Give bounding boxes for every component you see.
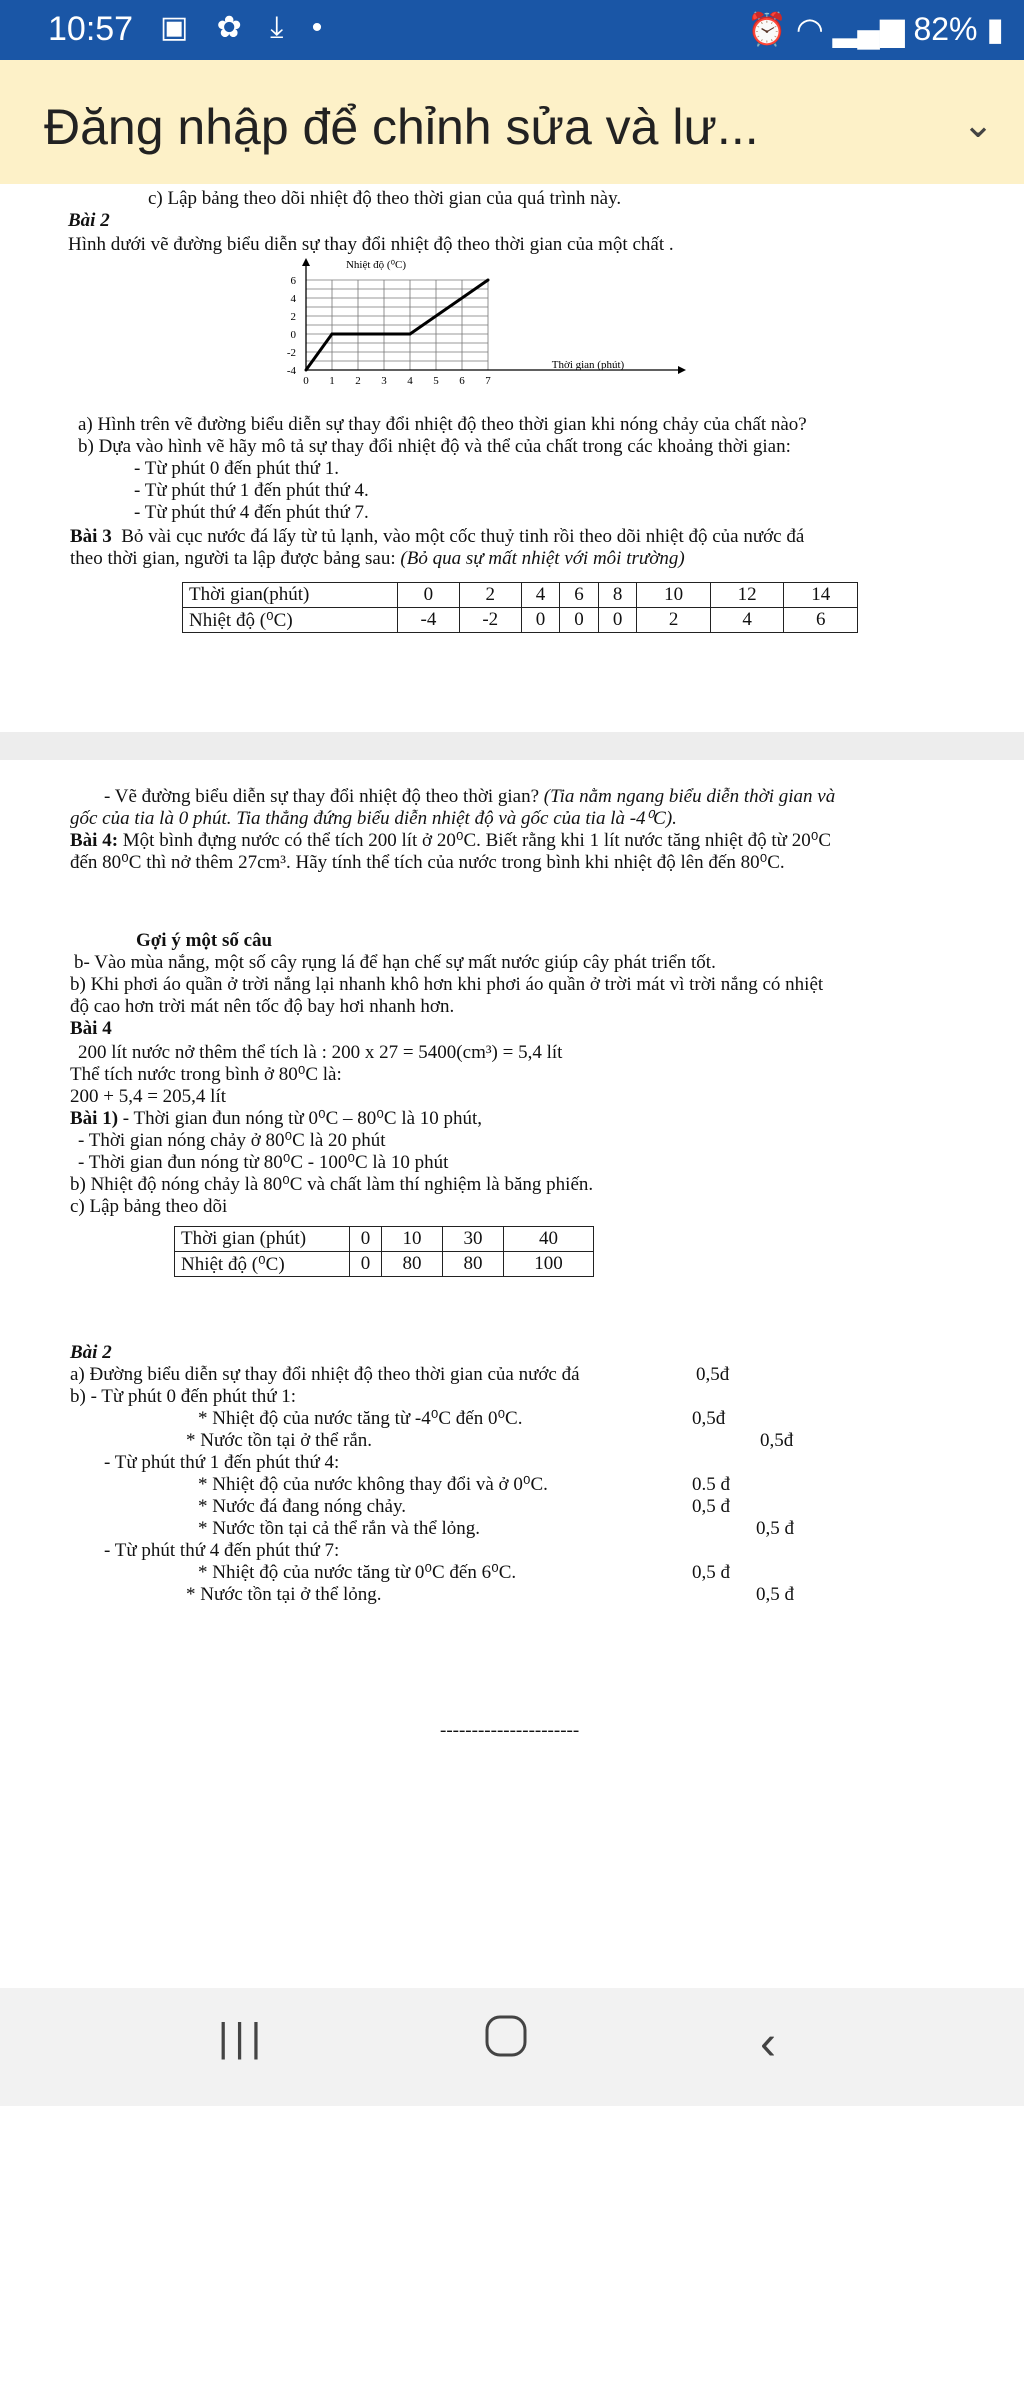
text-line: c) Lập bảng theo dõi	[70, 1196, 228, 1217]
text: (Bỏ qua sự mất nhiệt với môi trường)	[400, 548, 685, 569]
x-tick-label: 4	[407, 375, 413, 387]
section-heading: Gợi ý một số câu	[136, 930, 273, 951]
text-line: - Từ phút thứ 4 đến phút thứ 7.	[134, 502, 369, 523]
y-tick-label: 4	[290, 293, 296, 305]
score: 0,5 đ	[756, 1518, 794, 1539]
text-line	[104, 786, 835, 808]
login-banner[interactable]	[0, 60, 1024, 184]
label: Bài 3	[70, 526, 112, 547]
text-line: - Từ phút 0 đến phút thứ 1.	[134, 458, 339, 479]
text-line	[70, 526, 804, 548]
table-header: Nhiệt độ (⁰C)	[175, 1252, 350, 1277]
table-cell: 80	[382, 1252, 443, 1277]
table-cell: 4	[710, 608, 784, 633]
score: 0,5 đ	[692, 1496, 730, 1517]
text-line: * Nước tồn tại ở thể lỏng.	[186, 1584, 382, 1605]
text-line: Hình dưới vẽ đường biểu diễn sự thay đổi nhiệt độ theo thời gian của một chất .	[68, 234, 674, 255]
text-line: - Từ phút thứ 1 đến phút thứ 4:	[104, 1452, 340, 1473]
status-right	[747, 10, 1004, 48]
text-line: 200 lít nước nở thêm thể tích là : 200 x 27 = 5400(cm³) = 5,4 lít	[78, 1042, 563, 1063]
table-cell: 6	[560, 583, 599, 608]
text-line: đến 80⁰C thì nở thêm 27cm³. Hãy tính thể tích của nước trong bình khi nhiệt độ lên đến 80⁰C.	[70, 852, 785, 873]
text-line: 200 + 5,4 = 205,4 lít	[70, 1086, 227, 1107]
score: 0,5đ	[696, 1364, 730, 1385]
notification-icons: ▣ ✿ ⤓ •	[160, 11, 333, 44]
text-line: Bài 2	[68, 210, 110, 231]
table-cell: 0	[350, 1252, 382, 1277]
text-line: - Từ phút thứ 1 đến phút thứ 4.	[134, 480, 369, 501]
text-line: - Thời gian nóng chảy ở 80⁰C là 20 phút	[78, 1130, 386, 1151]
y-tick-label: -4	[286, 365, 296, 377]
text-line: b) Khi phơi áo quần ở trời nắng lại nhanh khô hơn khi phơi áo quần ở trời mát vì trời nắng có nhiệt	[70, 974, 824, 995]
table-cell: 0	[350, 1227, 382, 1252]
text-line: b- Vào mùa nắng, một số cây rụng lá để hạn chế sự mất nước giúp cây phát triển tốt.	[74, 952, 716, 973]
x-tick-label: 2	[355, 375, 361, 387]
x-axis-label: Thời gian (phút)	[551, 359, 625, 371]
score: 0,5 đ	[756, 1584, 794, 1605]
y-tick-label: 0	[290, 329, 296, 341]
text-line: b) Nhiệt độ nóng chảy là 80⁰C và chất làm thí nghiệm là băng phiến.	[70, 1174, 594, 1195]
table-cell: 2	[459, 583, 521, 608]
text-line: Thể tích nước trong bình ở 80⁰C là:	[70, 1064, 342, 1085]
text-line: - Thời gian đun nóng từ 80⁰C - 100⁰C là 10 phút	[78, 1152, 449, 1173]
table-cell: 4	[521, 583, 560, 608]
alarm-icon: ⏰	[747, 11, 787, 47]
signal-icon: ▂▄▆	[832, 11, 905, 47]
x-tick-label: 6	[459, 375, 465, 387]
status-bar	[0, 0, 1024, 60]
text: - Thời gian đun nóng từ 0⁰C – 80⁰C là 10 phút,	[122, 1108, 483, 1129]
temperature-chart	[270, 256, 750, 396]
table-header: Thời gian (phút)	[175, 1227, 350, 1252]
ice-temperature-table	[182, 582, 858, 633]
text-line: * Nhiệt độ của nước tăng từ -4⁰C đến 0⁰C.	[198, 1408, 523, 1429]
text-line	[70, 1108, 482, 1130]
table-cell: 12	[710, 583, 784, 608]
score: 0,5 đ	[692, 1562, 730, 1583]
table-cell: 14	[784, 583, 858, 608]
table-header: Nhiệt độ (⁰C)	[183, 608, 398, 633]
table-cell: -4	[398, 608, 460, 633]
score: 0.5 đ	[692, 1474, 730, 1495]
data-point	[331, 333, 334, 336]
banner-title: Đăng nhập để chỉnh sửa và lư...	[44, 99, 759, 155]
home-icon[interactable]	[484, 2014, 528, 2063]
text-line: * Nước tồn tại ở thể rắn.	[186, 1430, 373, 1451]
divider: ----------------------	[440, 1720, 580, 1741]
chevron-down-icon[interactable]: ⌄	[962, 104, 994, 146]
status-time: 10:57	[48, 10, 134, 48]
navigation-bar	[0, 1988, 1024, 2106]
document-page-2	[0, 760, 1024, 2390]
y-axis-label: Nhiệt độ (⁰C)	[345, 259, 407, 271]
x-axis-arrow-icon	[678, 366, 686, 374]
table-cell: 40	[504, 1227, 594, 1252]
y-axis-arrow-icon	[302, 258, 310, 266]
table-cell: -2	[459, 608, 521, 633]
table-header: Thời gian(phút)	[183, 583, 398, 608]
x-tick-label: 0	[303, 375, 309, 387]
text-line: c) Lập bảng theo dõi nhiệt độ theo thời gian của quá trình này.	[148, 188, 622, 209]
battery-percent: 82%	[913, 11, 978, 47]
y-tick-label: 2	[290, 311, 296, 323]
text-line: a) Hình trên vẽ đường biểu diễn sự thay đổi nhiệt độ theo thời gian khi nóng chảy của chất nào?	[78, 414, 807, 435]
table-cell: 8	[598, 583, 637, 608]
y-tick-label: 6	[290, 275, 296, 287]
table-cell: 100	[504, 1252, 594, 1277]
back-icon[interactable]: ‹	[760, 2017, 776, 2070]
x-tick-label: 5	[433, 375, 439, 387]
document-page-1	[0, 184, 1024, 732]
text-line: b) - Từ phút 0 đến phút thứ 1:	[70, 1386, 297, 1407]
table-cell: 10	[637, 583, 711, 608]
x-tick-label: 1	[329, 375, 335, 387]
text-line: * Nước đá đang nóng chảy.	[198, 1496, 406, 1517]
table-cell: 6	[784, 608, 858, 633]
table-cell: 30	[443, 1227, 504, 1252]
text-line: độ cao hơn trời mát nên tốc độ bay hơi nhanh hơn.	[70, 996, 455, 1017]
table-cell: 0	[598, 608, 637, 633]
table-cell: 0	[398, 583, 460, 608]
text-line: * Nhiệt độ của nước tăng từ 0⁰C đến 6⁰C.	[198, 1562, 517, 1583]
score: 0,5đ	[760, 1430, 794, 1451]
label: Bài 1)	[70, 1108, 119, 1129]
text-line: Bài 4	[70, 1018, 112, 1039]
y-tick-label: -2	[286, 347, 296, 359]
x-tick-label: 3	[381, 375, 387, 387]
label: Bài 4:	[70, 830, 119, 851]
recent-apps-icon[interactable]: |||	[218, 2016, 268, 2060]
wifi-icon: ◠	[795, 11, 824, 47]
text: theo thời gian, người ta lập được bảng sau:	[70, 548, 396, 569]
data-point	[487, 279, 490, 282]
text-line: * Nước tồn tại cả thể rắn và thể lỏng.	[198, 1518, 481, 1539]
text-line: a) Đường biểu diễn sự thay đổi nhiệt độ theo thời gian của nước đá	[70, 1364, 580, 1385]
text-line	[70, 830, 831, 852]
x-tick-label: 7	[485, 375, 491, 387]
text-line	[70, 548, 685, 570]
text: (Tia nằm ngang biểu diễn thời gian và	[543, 786, 836, 807]
table-cell: 2	[637, 608, 711, 633]
table-cell: 10	[382, 1227, 443, 1252]
text-line: Bài 2	[70, 1342, 112, 1363]
text: Bỏ vài cục nước đá lấy từ tủ lạnh, vào một cốc thuỷ tinh rồi theo dõi nhiệt độ của nước đá	[121, 526, 805, 547]
table-cell: 80	[443, 1252, 504, 1277]
text-line: gốc của tia là 0 phút. Tia thẳng đứng biểu diễn nhiệt độ và gốc của tia là -4⁰C).	[70, 808, 677, 829]
battery-icon: ▮	[986, 11, 1004, 47]
naphthalene-table	[174, 1226, 594, 1277]
table-cell: 0	[521, 608, 560, 633]
data-point	[305, 369, 308, 372]
data-point	[409, 333, 412, 336]
text: Một bình đựng nước có thể tích 200 lít ở 20⁰C. Biết rằng khi 1 lít nước tăng nhiệt độ từ 20⁰C	[122, 830, 832, 851]
table-cell: 0	[560, 608, 599, 633]
text: - Vẽ đường biểu diễn sự thay đổi nhiệt độ theo thời gian?	[104, 786, 540, 807]
score: 0,5đ	[692, 1408, 726, 1429]
text-line: * Nhiệt độ của nước không thay đổi và ở 0⁰C.	[198, 1474, 548, 1495]
text-line: b) Dựa vào hình vẽ hãy mô tả sự thay đổi nhiệt độ và thể của chất trong các khoảng thời gian:	[78, 436, 791, 457]
text-line: - Từ phút thứ 4 đến phút thứ 7:	[104, 1540, 340, 1561]
